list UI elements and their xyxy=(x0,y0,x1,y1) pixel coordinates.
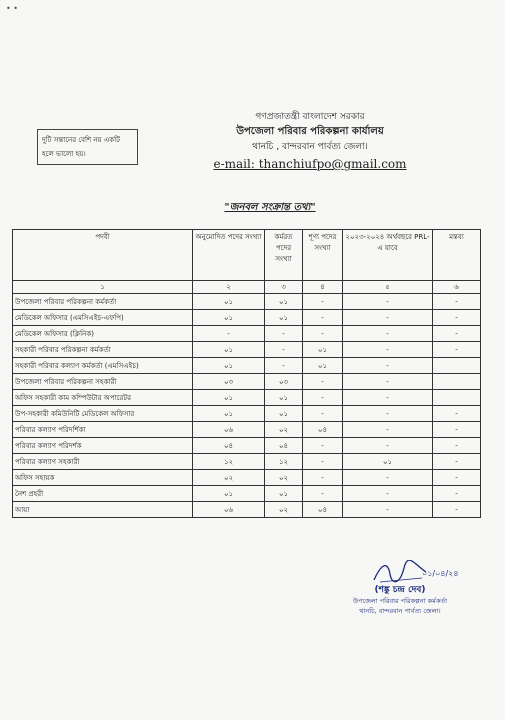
value-cell: ০১ xyxy=(303,342,343,358)
value-cell: - xyxy=(343,326,433,342)
value-cell: ০১ xyxy=(193,310,265,326)
value-cell: - xyxy=(265,326,303,342)
post-name-cell: সহকারী পরিবার পরিকল্পনা কর্মকর্তা xyxy=(13,342,193,358)
table-row xyxy=(13,422,481,438)
col-header-post: পদবী xyxy=(13,230,193,281)
value-cell: ০৪ xyxy=(303,502,343,518)
table-header-row xyxy=(13,230,481,281)
col-number: ৩ xyxy=(265,281,303,294)
post-name-cell: নৈশ প্রহরী xyxy=(13,486,193,502)
value-cell: - xyxy=(433,486,481,502)
official-stamp xyxy=(330,584,470,616)
value-cell: - xyxy=(303,486,343,502)
slogan-box xyxy=(37,129,138,165)
col-number: ১ xyxy=(13,281,193,294)
value-cell: - xyxy=(343,502,433,518)
signature-scribble xyxy=(370,560,430,586)
col-number: ২ xyxy=(193,281,265,294)
value-cell xyxy=(433,358,481,374)
value-cell: ০১ xyxy=(193,294,265,310)
table-row xyxy=(13,438,481,454)
value-cell: - xyxy=(265,358,303,374)
table-row xyxy=(13,454,481,470)
value-cell: - xyxy=(433,342,481,358)
col-header-approved: অনুমোদিত পদের সংখ্যা xyxy=(193,230,265,281)
value-cell: ০১ xyxy=(193,406,265,422)
post-name-cell: উপজেলা পরিবার পরিকল্পনা কর্মকর্তা xyxy=(13,294,193,310)
value-cell: ০১ xyxy=(265,294,303,310)
slogan-text: দুটি সন্তানের বেশি নয় একটি হলে ভালো হয়। xyxy=(42,136,120,158)
signature-date: ০১/০৪/২৪ xyxy=(422,569,459,578)
value-cell: ০১ xyxy=(303,358,343,374)
value-cell xyxy=(433,390,481,406)
value-cell xyxy=(433,374,481,390)
value-cell: - xyxy=(343,486,433,502)
value-cell: - xyxy=(303,294,343,310)
government-name: গণপ্রজাতন্ত্রী বাংলাদেশ সরকার xyxy=(255,112,365,122)
table-row xyxy=(13,486,481,502)
value-cell: ০২ xyxy=(265,422,303,438)
post-name-cell: অফিস সহকারী কাম কম্পিউটার অপারেটর xyxy=(13,390,193,406)
table-row xyxy=(13,310,481,326)
column-number-row xyxy=(13,281,481,294)
officer-designation: উপজেলা পরিবার পরিকল্পনা কর্মকর্তা xyxy=(352,597,448,605)
value-cell: - xyxy=(343,374,433,390)
value-cell: ০৬ xyxy=(193,422,265,438)
value-cell: - xyxy=(265,342,303,358)
value-cell: - xyxy=(193,326,265,342)
office-name: উপজেলা পরিবার পরিকল্পনা কার্যালয় xyxy=(236,126,384,137)
document-title: "জনবল সংক্রান্ত তথ্য" xyxy=(224,202,316,213)
post-name-cell: পরিবার কল্যাণ সহকারী xyxy=(13,454,193,470)
table-row xyxy=(13,390,481,406)
value-cell: - xyxy=(303,390,343,406)
value-cell: ০২ xyxy=(265,502,303,518)
value-cell: ০৩ xyxy=(193,374,265,390)
post-name-cell: সহকারী পরিবার কল্যাণ কর্মকর্তা (এমসিএইচ) xyxy=(13,358,193,374)
value-cell: - xyxy=(433,310,481,326)
value-cell: - xyxy=(343,406,433,422)
col-number: ৬ xyxy=(433,281,481,294)
post-name-cell: পরিবার কল্যাণ পরিদর্শক xyxy=(13,438,193,454)
value-cell: - xyxy=(303,374,343,390)
value-cell: - xyxy=(343,294,433,310)
officer-location: থানচি, বান্দরবান পার্বত্য জেলা। xyxy=(359,607,441,615)
value-cell: ০১ xyxy=(265,486,303,502)
col-header-vacant: শূণ্য পদের সংখ্যা xyxy=(303,230,343,281)
table-row xyxy=(13,294,481,310)
post-name-cell: আয়া xyxy=(13,502,193,518)
value-cell: ০১ xyxy=(343,454,433,470)
col-header-remarks: মন্তব্য xyxy=(433,230,481,281)
value-cell: - xyxy=(433,422,481,438)
value-cell: ০২ xyxy=(193,470,265,486)
value-cell: ০৪ xyxy=(303,422,343,438)
table-row xyxy=(13,358,481,374)
value-cell: - xyxy=(433,470,481,486)
value-cell: ১২ xyxy=(193,454,265,470)
value-cell: - xyxy=(303,406,343,422)
value-cell: ০১ xyxy=(265,390,303,406)
col-number: ৫ xyxy=(343,281,433,294)
col-number: ৪ xyxy=(303,281,343,294)
value-cell: - xyxy=(433,294,481,310)
value-cell: ০২ xyxy=(265,470,303,486)
post-name-cell: অফিস সহায়ক xyxy=(13,470,193,486)
value-cell: ০১ xyxy=(265,310,303,326)
post-name-cell: মেডিকেল অফিসার (এমসিএইচ-এফপি) xyxy=(13,310,193,326)
value-cell: - xyxy=(303,454,343,470)
value-cell: - xyxy=(303,470,343,486)
table-row xyxy=(13,470,481,486)
office-address: থানচি , বান্দরবান পার্বত্য জেলা। xyxy=(252,142,368,152)
value-cell: ০১ xyxy=(193,390,265,406)
value-cell: - xyxy=(343,390,433,406)
value-cell: - xyxy=(343,342,433,358)
value-cell: ০৪ xyxy=(193,438,265,454)
table-row xyxy=(13,342,481,358)
office-email: e-mail: thanchiufpo@gmail.com xyxy=(213,157,407,171)
scan-mark: • • xyxy=(6,4,18,13)
value-cell: - xyxy=(303,438,343,454)
value-cell: - xyxy=(343,438,433,454)
value-cell: - xyxy=(343,358,433,374)
value-cell: - xyxy=(433,326,481,342)
value-cell: - xyxy=(343,310,433,326)
value-cell: - xyxy=(343,470,433,486)
table-row xyxy=(13,406,481,422)
letterhead xyxy=(150,110,470,173)
value-cell: ০১ xyxy=(193,486,265,502)
value-cell: ০১ xyxy=(265,406,303,422)
value-cell: ০৬ xyxy=(193,502,265,518)
officer-name: (শঙ্কু চন্দ্র দেব) xyxy=(374,585,426,595)
value-cell: - xyxy=(433,502,481,518)
table-row xyxy=(13,374,481,390)
col-header-prl: ২০২৩-২০২৪ অর্থবছরে PRL-এ যাবে xyxy=(343,230,433,281)
table-row xyxy=(13,502,481,518)
post-name-cell: উপজেলা পরিবার পরিকল্পনা সহকারী xyxy=(13,374,193,390)
value-cell: ০৪ xyxy=(265,438,303,454)
value-cell: - xyxy=(343,422,433,438)
post-name-cell: মেডিকেল অফিসার (ক্লিনিক) xyxy=(13,326,193,342)
table-row xyxy=(13,326,481,342)
value-cell: ০৩ xyxy=(265,374,303,390)
value-cell: - xyxy=(303,326,343,342)
value-cell: ০১ xyxy=(193,342,265,358)
value-cell: - xyxy=(433,406,481,422)
col-header-working: কর্মরত পদের সংখ্যা xyxy=(265,230,303,281)
value-cell: - xyxy=(433,438,481,454)
manpower-table xyxy=(12,229,481,518)
value-cell: ০১ xyxy=(193,358,265,374)
value-cell: ১২ xyxy=(265,454,303,470)
post-name-cell: পরিবার কল্যাণ পরিদর্শিকা xyxy=(13,422,193,438)
value-cell: - xyxy=(433,454,481,470)
value-cell: - xyxy=(303,310,343,326)
post-name-cell: উপ-সহকারী কমিউনিটি মেডিকেল অফিসার xyxy=(13,406,193,422)
